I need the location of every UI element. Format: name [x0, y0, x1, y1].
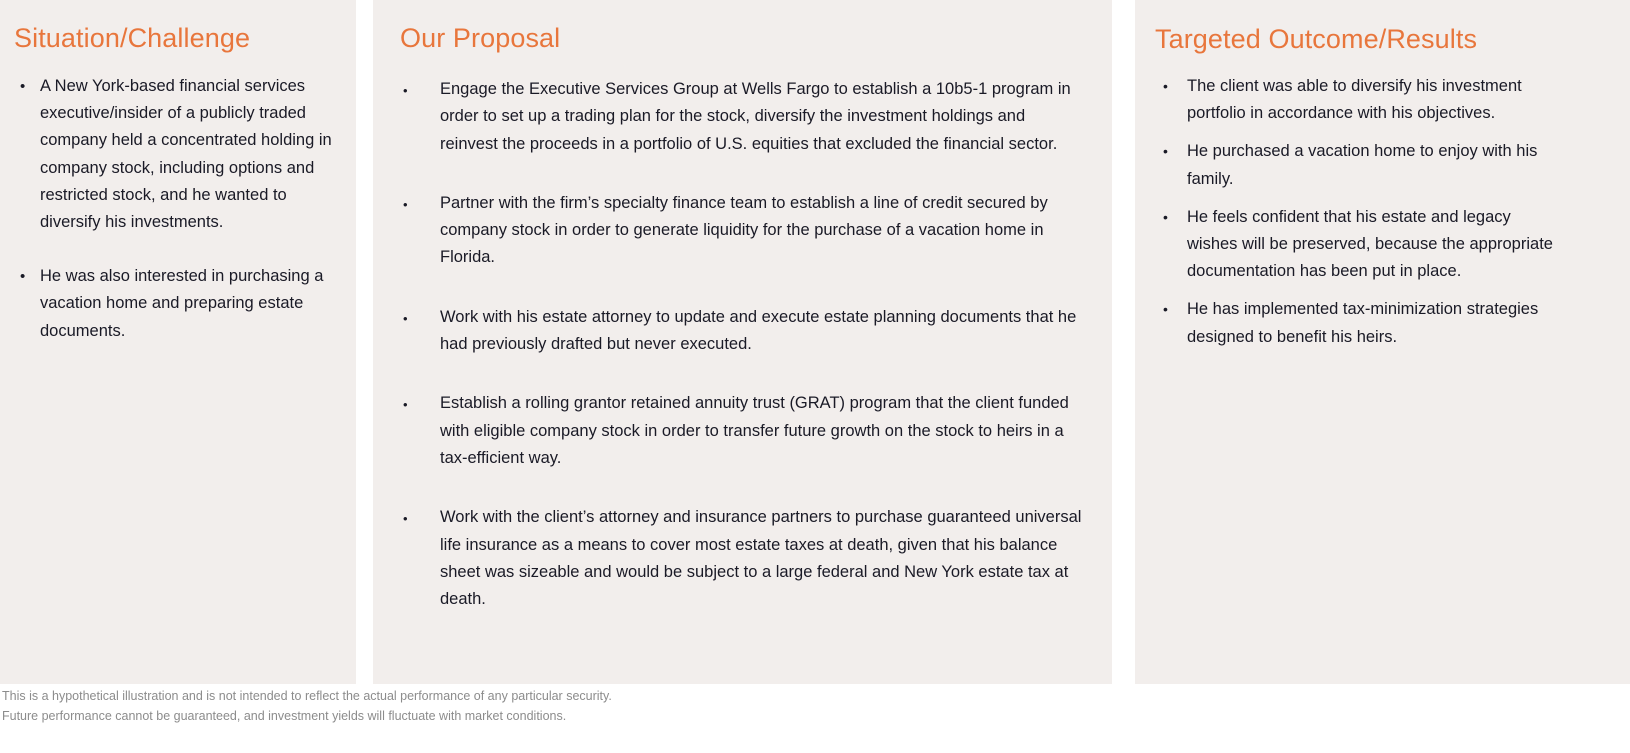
list-item	[20, 263, 340, 345]
bullet-icon: •	[403, 511, 408, 527]
situation-bullet-list	[20, 73, 340, 372]
heading-targeted-outcome-results: Targeted Outcome/Results	[1155, 24, 1478, 54]
list-item	[403, 304, 1083, 359]
list-item-text: Engage the Executive Services Group at Wells Fargo to establish a 10b5-1 program in order to set up a trading plan for the stock, diversify the investment holdings and reinvest the proceeds in a portfolio of U.S. equities that excluded the financial sector.	[440, 80, 1071, 153]
list-item-text: He was also interested in purchasing a vacation home and preparing estate documents.	[40, 267, 324, 340]
list-item-text: Establish a rolling grantor retained annuity trust (GRAT) program that the client funded with eligible company stock in order to transfer future growth on the stock to heirs in a tax-efficient way.	[440, 394, 1069, 467]
bullet-icon: •	[403, 310, 408, 326]
list-item	[403, 76, 1083, 158]
bullet-icon: •	[1163, 301, 1168, 318]
proposal-bullet-list	[403, 76, 1083, 645]
heading-our-proposal: Our Proposal	[400, 23, 561, 53]
bullet-icon: •	[403, 83, 408, 98]
list-item	[403, 504, 1083, 613]
list-item	[1163, 204, 1553, 286]
disclaimer-line-1: This is a hypothetical illustration and is not intended to reflect the actual performance of any particular security.	[2, 689, 612, 703]
bullet-icon: •	[1163, 208, 1168, 225]
list-item	[1163, 296, 1553, 350]
list-item-text: Work with his estate attorney to update and execute estate planning documents that he had previously drafted but never executed.	[440, 307, 1077, 354]
list-item	[20, 73, 340, 236]
list-item	[403, 190, 1083, 272]
list-item-text: He has implemented tax-minimization strategies designed to benefit his heirs.	[1187, 300, 1539, 346]
list-item-text: The client was able to diversify his investment portfolio in accordance with his objectives.	[1187, 77, 1522, 123]
list-item-text: He feels confident that his estate and legacy wishes will be preserved, because the appropriate documentation has been put in place.	[1187, 207, 1553, 281]
bullet-icon: •	[1163, 143, 1168, 160]
panel-situation-challenge	[0, 0, 356, 684]
list-item	[1163, 138, 1553, 192]
outcome-bullet-list	[1163, 73, 1553, 362]
disclaimer-line-2: Future performance cannot be guaranteed, and investment yields will fluctuate with market conditions.	[2, 709, 567, 723]
bullet-icon: •	[403, 397, 408, 413]
bullet-icon: •	[1163, 78, 1168, 94]
disclaimer-text	[2, 686, 902, 726]
list-item-text: A New York-based financial services executive/insider of a publicly traded company held a concentrated holding in company stock, including options and restricted stock, and he wanted to diversify his investments.	[40, 77, 332, 232]
bullet-icon: •	[403, 196, 408, 212]
bullet-icon: •	[20, 268, 26, 286]
list-item	[403, 390, 1083, 472]
list-item-text: Work with the client’s attorney and insurance partners to purchase guaranteed universal life insurance as a means to cover most estate taxes at death, given that his balance sheet was sizeable and would be subject to a large federal and New York estate tax at death.	[440, 508, 1082, 609]
list-item-text: He purchased a vacation home to enjoy with his family.	[1187, 142, 1538, 188]
list-item	[1163, 73, 1553, 127]
bullet-icon: •	[20, 78, 26, 95]
heading-situation-challenge: Situation/Challenge	[14, 23, 251, 53]
list-item-text: Partner with the firm’s specialty finance team to establish a line of credit secured by company stock in order to generate liquidity for the purchase of a vacation home in Florida.	[440, 193, 1048, 267]
